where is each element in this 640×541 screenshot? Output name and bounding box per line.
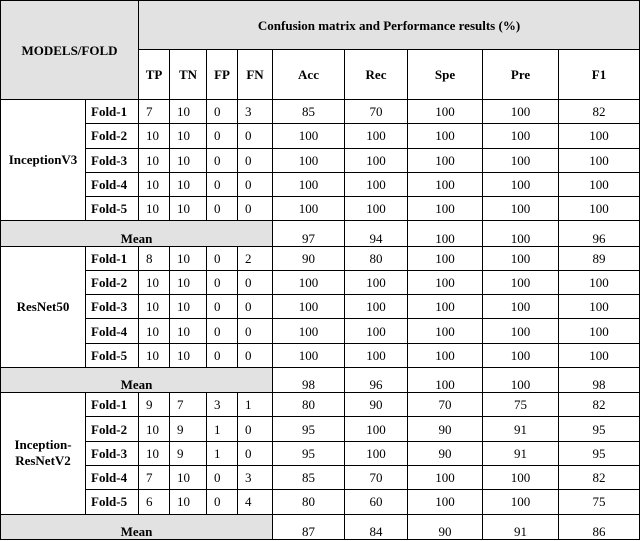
table-cell: 0 xyxy=(238,441,273,465)
mean-value: 96 xyxy=(559,221,640,246)
table-cell: 100 xyxy=(408,172,483,196)
table-cell: 0 xyxy=(238,172,273,196)
table-cell: 100 xyxy=(408,197,483,221)
table-cell: 80 xyxy=(273,490,345,514)
column-header-f1: F1 xyxy=(559,50,640,100)
table-cell: 10 xyxy=(170,197,207,221)
table-cell: 7 xyxy=(139,100,170,124)
table-cell: 100 xyxy=(559,295,640,319)
table-cell: 2 xyxy=(238,246,273,270)
table-cell: 100 xyxy=(559,172,640,196)
table-cell: 0 xyxy=(207,124,238,148)
table-cell: 10 xyxy=(170,172,207,196)
table-cell: 7 xyxy=(170,393,207,417)
table-cell: 9 xyxy=(170,417,207,441)
table-cell: 0 xyxy=(207,319,238,343)
column-header-pre: Pre xyxy=(483,50,559,100)
table-cell: 100 xyxy=(345,172,408,196)
table-cell: 0 xyxy=(207,100,238,124)
table-cell: 0 xyxy=(207,490,238,514)
table-cell: 85 xyxy=(273,100,345,124)
fold-label: Fold-3 xyxy=(86,441,139,465)
table-cell: 100 xyxy=(408,246,483,270)
table-cell: 10 xyxy=(170,270,207,294)
fold-label: Fold-1 xyxy=(86,246,139,270)
mean-value: 98 xyxy=(559,367,640,392)
table-cell: 100 xyxy=(273,197,345,221)
fold-label: Fold-3 xyxy=(86,295,139,319)
table-cell: 100 xyxy=(273,319,345,343)
table-cell: 75 xyxy=(483,393,559,417)
table-cell: 0 xyxy=(207,172,238,196)
table-cell: 91 xyxy=(483,441,559,465)
table-cell: 0 xyxy=(207,343,238,367)
table-cell: 91 xyxy=(483,417,559,441)
table-cell: 100 xyxy=(483,124,559,148)
table-cell: 100 xyxy=(408,100,483,124)
table-cell: 100 xyxy=(408,124,483,148)
table-cell: 0 xyxy=(238,148,273,172)
table-row xyxy=(1,100,640,124)
table-row xyxy=(1,148,640,172)
table-cell: 0 xyxy=(207,246,238,270)
mean-row xyxy=(1,221,640,246)
table-cell: 100 xyxy=(408,270,483,294)
table-cell: 100 xyxy=(345,441,408,465)
table-cell: 100 xyxy=(483,319,559,343)
table-cell: 100 xyxy=(483,246,559,270)
table-row xyxy=(1,172,640,196)
table-cell: 0 xyxy=(207,197,238,221)
column-header-spe: Spe xyxy=(408,50,483,100)
table-cell: 70 xyxy=(345,100,408,124)
mean-label: Mean xyxy=(1,221,273,246)
column-header-rec: Rec xyxy=(345,50,408,100)
table-cell: 100 xyxy=(559,124,640,148)
model-name-line: ResNetV2 xyxy=(15,453,71,469)
table-header xyxy=(1,1,640,100)
group-title-header: Confusion matrix and Performance results (%) xyxy=(139,1,640,50)
table-cell: 89 xyxy=(559,246,640,270)
table-cell: 10 xyxy=(139,295,170,319)
mean-value: 86 xyxy=(559,514,640,539)
table-cell: 90 xyxy=(345,393,408,417)
table-cell: 10 xyxy=(170,100,207,124)
table-cell: 10 xyxy=(170,343,207,367)
table-cell: 100 xyxy=(483,466,559,490)
mean-row xyxy=(1,367,640,392)
model-name-cell xyxy=(1,393,86,514)
table-cell: 95 xyxy=(559,417,640,441)
table-cell: 100 xyxy=(408,319,483,343)
table-cell: 70 xyxy=(345,466,408,490)
table-cell: 95 xyxy=(559,441,640,465)
table-cell: 100 xyxy=(559,270,640,294)
table-cell: 80 xyxy=(273,393,345,417)
column-header-acc: Acc xyxy=(273,50,345,100)
table-cell: 1 xyxy=(238,393,273,417)
table-cell: 100 xyxy=(483,172,559,196)
table-cell: 4 xyxy=(238,490,273,514)
table-cell: 100 xyxy=(483,100,559,124)
fold-label: Fold-2 xyxy=(86,270,139,294)
models-fold-header: MODELS/FOLD xyxy=(1,1,139,100)
table-cell: 100 xyxy=(483,270,559,294)
table-cell: 3 xyxy=(238,100,273,124)
table-cell: 60 xyxy=(345,490,408,514)
table-cell: 82 xyxy=(559,466,640,490)
table-cell: 100 xyxy=(483,197,559,221)
table-row xyxy=(1,319,640,343)
table-cell: 80 xyxy=(345,246,408,270)
table-cell: 10 xyxy=(139,148,170,172)
table-row xyxy=(1,441,640,465)
table-cell: 10 xyxy=(139,417,170,441)
mean-value: 100 xyxy=(408,367,483,392)
mean-value: 84 xyxy=(345,514,408,539)
table-cell: 0 xyxy=(207,270,238,294)
table-cell: 100 xyxy=(345,417,408,441)
mean-value: 98 xyxy=(273,367,345,392)
table-cell: 10 xyxy=(170,124,207,148)
mean-value: 97 xyxy=(273,221,345,246)
mean-label: Mean xyxy=(1,367,273,392)
fold-label: Fold-2 xyxy=(86,417,139,441)
table-cell: 0 xyxy=(238,343,273,367)
table-cell: 100 xyxy=(559,343,640,367)
table-row xyxy=(1,124,640,148)
table-cell: 10 xyxy=(170,490,207,514)
table-cell: 10 xyxy=(170,246,207,270)
table-cell: 0 xyxy=(238,270,273,294)
table-cell: 3 xyxy=(207,393,238,417)
mean-value: 94 xyxy=(345,221,408,246)
mean-value: 96 xyxy=(345,367,408,392)
table-cell: 100 xyxy=(273,270,345,294)
table-cell: 10 xyxy=(139,124,170,148)
table-cell: 100 xyxy=(559,197,640,221)
table-cell: 10 xyxy=(170,319,207,343)
table-cell: 10 xyxy=(170,295,207,319)
table-cell: 82 xyxy=(559,393,640,417)
table-body xyxy=(1,100,640,540)
table-cell: 100 xyxy=(408,343,483,367)
table-cell: 10 xyxy=(170,148,207,172)
fold-label: Fold-5 xyxy=(86,197,139,221)
table-cell: 10 xyxy=(139,270,170,294)
column-header-fn: FN xyxy=(238,50,273,100)
table-row xyxy=(1,270,640,294)
table-cell: 90 xyxy=(408,417,483,441)
table-cell: 0 xyxy=(207,295,238,319)
mean-value: 100 xyxy=(483,367,559,392)
table-cell: 100 xyxy=(345,197,408,221)
model-name-cell: ResNet50 xyxy=(1,246,86,367)
table-cell: 10 xyxy=(139,343,170,367)
mean-value: 87 xyxy=(273,514,345,539)
table-cell: 8 xyxy=(139,246,170,270)
table-cell: 0 xyxy=(238,197,273,221)
table-cell: 100 xyxy=(273,124,345,148)
table-cell: 10 xyxy=(139,172,170,196)
column-header-tp: TP xyxy=(139,50,170,100)
table-cell: 100 xyxy=(559,319,640,343)
fold-label: Fold-5 xyxy=(86,343,139,367)
table-row xyxy=(1,343,640,367)
table-cell: 0 xyxy=(238,295,273,319)
fold-label: Fold-4 xyxy=(86,466,139,490)
table-cell: 100 xyxy=(483,490,559,514)
table-cell: 100 xyxy=(345,148,408,172)
fold-label: Fold-5 xyxy=(86,490,139,514)
table-cell: 95 xyxy=(273,441,345,465)
table-cell: 100 xyxy=(273,343,345,367)
table-cell: 10 xyxy=(139,441,170,465)
table-row xyxy=(1,197,640,221)
fold-label: Fold-4 xyxy=(86,319,139,343)
fold-label: Fold-2 xyxy=(86,124,139,148)
table-cell: 100 xyxy=(345,295,408,319)
table-cell: 6 xyxy=(139,490,170,514)
table-row xyxy=(1,466,640,490)
table-cell: 90 xyxy=(408,441,483,465)
table-cell: 100 xyxy=(345,343,408,367)
mean-value: 91 xyxy=(483,514,559,539)
table-cell: 0 xyxy=(207,148,238,172)
table-row xyxy=(1,295,640,319)
table-cell: 85 xyxy=(273,466,345,490)
table-cell: 70 xyxy=(408,393,483,417)
table-cell: 10 xyxy=(139,197,170,221)
table-cell: 9 xyxy=(139,393,170,417)
table-cell: 100 xyxy=(408,148,483,172)
table-cell: 100 xyxy=(345,124,408,148)
mean-value: 100 xyxy=(483,221,559,246)
table-cell: 95 xyxy=(273,417,345,441)
table-cell: 100 xyxy=(408,295,483,319)
table-cell: 3 xyxy=(238,466,273,490)
table-cell: 100 xyxy=(483,295,559,319)
table-cell: 100 xyxy=(408,490,483,514)
table-cell: 10 xyxy=(170,466,207,490)
table-cell: 1 xyxy=(207,417,238,441)
table-row xyxy=(1,393,640,417)
table-row xyxy=(1,246,640,270)
table-cell: 75 xyxy=(559,490,640,514)
fold-label: Fold-1 xyxy=(86,100,139,124)
fold-label: Fold-3 xyxy=(86,148,139,172)
table-cell: 0 xyxy=(238,417,273,441)
table-cell: 100 xyxy=(273,148,345,172)
mean-value: 100 xyxy=(408,221,483,246)
table-cell: 100 xyxy=(408,466,483,490)
mean-row xyxy=(1,514,640,539)
table-cell: 0 xyxy=(238,124,273,148)
model-name-line: Inception- xyxy=(14,437,72,453)
column-header-tn: TN xyxy=(170,50,207,100)
table-cell: 100 xyxy=(483,343,559,367)
table-cell: 9 xyxy=(170,441,207,465)
table-cell: 100 xyxy=(483,148,559,172)
table-cell: 100 xyxy=(273,172,345,196)
column-header-fp: FP xyxy=(207,50,238,100)
table-cell: 100 xyxy=(559,148,640,172)
mean-label: Mean xyxy=(1,514,273,539)
table-cell: 100 xyxy=(273,295,345,319)
table-cell: 7 xyxy=(139,466,170,490)
table-cell: 100 xyxy=(345,270,408,294)
table-cell: 1 xyxy=(207,441,238,465)
table-cell: 0 xyxy=(238,319,273,343)
fold-label: Fold-1 xyxy=(86,393,139,417)
table-cell: 100 xyxy=(345,319,408,343)
table-row xyxy=(1,417,640,441)
table-cell: 82 xyxy=(559,100,640,124)
model-name-cell: InceptionV3 xyxy=(1,100,86,221)
table-cell: 0 xyxy=(207,466,238,490)
table-cell: 10 xyxy=(139,319,170,343)
mean-value: 90 xyxy=(408,514,483,539)
table-row xyxy=(1,490,640,514)
fold-label: Fold-4 xyxy=(86,172,139,196)
table-cell: 90 xyxy=(273,246,345,270)
